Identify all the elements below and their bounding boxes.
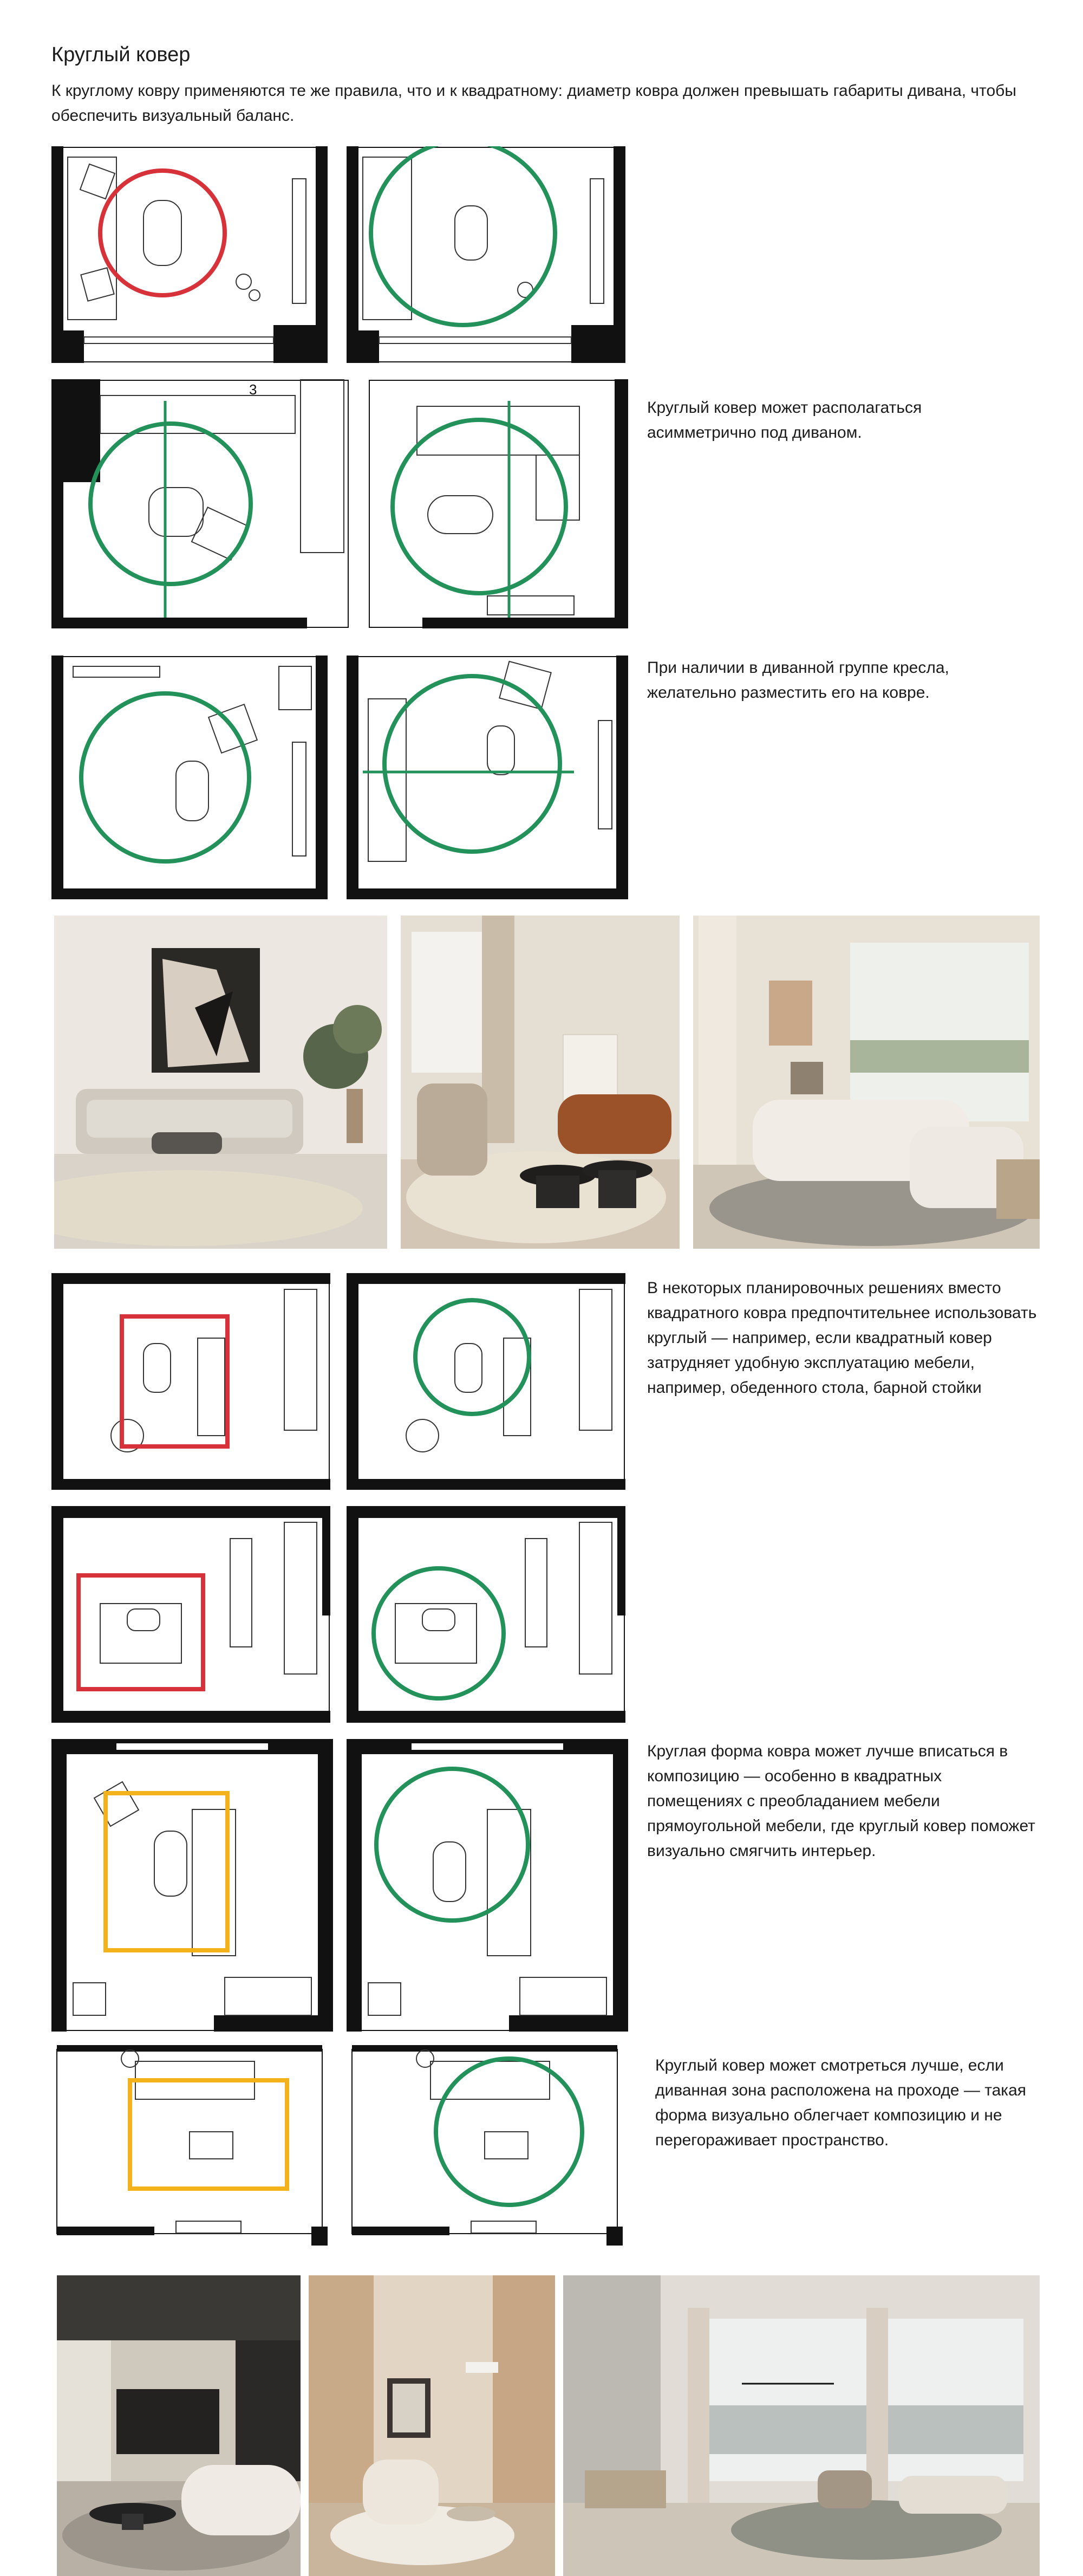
- note-passage: Круглый ковер может смотреться лучше, если диванная зона расположена на проходе — такая форма визуально облегчает композицию и не перегораживает пространство.: [655, 2056, 1027, 2149]
- plan-asymmetric-right: [368, 379, 628, 628]
- intro-text: К круглому ковру применяются те же правила, что и к квадратному: диаметр ковра должен превышать габариты дивана, чтобы обеспечить визуальный баланс.: [51, 82, 1016, 125]
- plan-rug-correct: [347, 146, 625, 363]
- photo-living-room-3: [693, 916, 1040, 1249]
- note-layout: В некоторых планировочных решениях вместо квадратного ковра предпочтительнее использовать круглый — например, если квадратный ковер затрудняет удобную эксплуатацию мебели, например, обеденного стола, барной стойки: [647, 1279, 1037, 1397]
- note-shape: Круглая форма ковра может лучше вписаться в композицию — особенно в квадратных помещениях с преобладанием мебели прямоугольной мебели, где круглый ковер поможет визуально смягчить интерьер.: [647, 1742, 1035, 1860]
- photo-interior-4: [57, 2275, 301, 2576]
- plan-layout-round: [347, 1273, 625, 1490]
- photo-living-room-2: [401, 916, 680, 1249]
- photo-living-room-1: [54, 916, 387, 1249]
- plan-armchair-left: [51, 656, 328, 899]
- page-title: Круглый ковер: [51, 43, 191, 66]
- photo-interior-6: [563, 2275, 1040, 2576]
- photo-interior-5: [309, 2275, 555, 2576]
- plan-armchair-right: [347, 656, 628, 899]
- plan-passage-round: [347, 2045, 628, 2246]
- plan-kitchen-round: [347, 1506, 625, 1723]
- plan-shape-round: [347, 1739, 628, 2032]
- note-asymmetric: Круглый ковер может располагаться асимметрично под диваном.: [647, 399, 922, 442]
- plan-asymmetric-left: [51, 379, 349, 628]
- plan-shape-square: [51, 1739, 333, 2032]
- plan-layout-square: [51, 1273, 330, 1490]
- note-armchair: При наличии в диванной группе кресла, желательно разместить его на ковре.: [647, 659, 949, 702]
- room-number: 3: [249, 381, 257, 398]
- plan-passage-square: [51, 2045, 333, 2246]
- plan-kitchen-square: [51, 1506, 330, 1723]
- plan-rug-too-small: [51, 146, 328, 363]
